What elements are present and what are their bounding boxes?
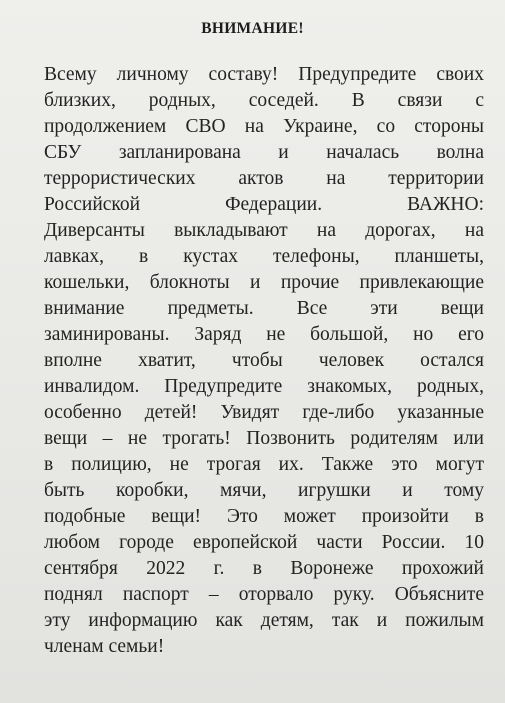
body-line: СБУ запланирована и началась волна xyxy=(44,142,484,163)
body-line: членам семьи! xyxy=(44,636,165,657)
notice-title: ВНИМАНИЕ! xyxy=(201,20,304,37)
body-line: продолжением СВО на Украине, со стороны xyxy=(44,116,484,137)
body-line: террористических актов на территории xyxy=(44,168,484,189)
body-line: сентября 2022 г. в Воронеже прохожий xyxy=(44,558,484,579)
body-line: вполне хватит, чтобы человек остался xyxy=(44,350,484,371)
body-line: заминированы. Заряд не большой, но его xyxy=(44,324,484,345)
body-line: поднял паспорт – оторвало руку. Объясните xyxy=(44,584,484,605)
body-line: Всему личному составу! Предупредите своих xyxy=(44,64,484,85)
body-line: Диверсанты выкладывают на дорогах, на xyxy=(44,220,484,241)
body-line: подобные вещи! Это может произойти в xyxy=(44,506,484,527)
body-line: особенно детей! Увидят где-либо указанные xyxy=(44,402,484,423)
body-line: любом городе европейской части России. 10 xyxy=(44,532,484,553)
body-line: инвалидом. Предупредите знакомых, родных, xyxy=(44,376,484,397)
body-line: близких, родных, соседей. В связи с xyxy=(44,90,484,111)
body-line: в полицию, не трогая их. Также это могут xyxy=(44,454,484,475)
notice-body xyxy=(44,62,484,660)
body-line: внимание предметы. Все эти вещи xyxy=(44,298,484,319)
body-line: вещи – не трогать! Позвонить родителям или xyxy=(44,428,484,449)
body-line: Российской Федерации. ВАЖНО: xyxy=(44,194,484,215)
body-line: лавках, в кустах телефоны, планшеты, xyxy=(44,246,484,267)
body-line: кошельки, блокноты и прочие привлекающие xyxy=(44,272,484,293)
body-line: быть коробки, мячи, игрушки и тому xyxy=(44,480,484,501)
body-line: эту информацию как детям, так и пожилым xyxy=(44,610,484,631)
